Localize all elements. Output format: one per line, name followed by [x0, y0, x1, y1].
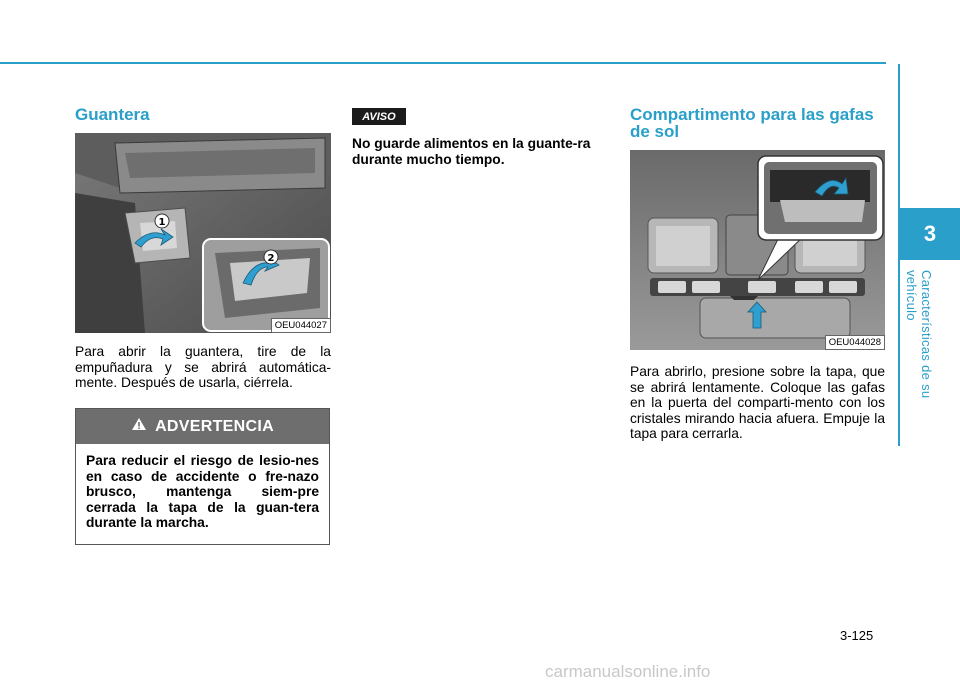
notice-text: No guarde alimentos en la guante-ra durante mucho tiempo. [352, 136, 591, 167]
warning-text: Para reducir el riesgo de lesio-nes en caso de accidente o fre-nazo brusco, mantenga siem-pre cerrada la tapa de la guan-tera durante la marcha. [86, 453, 319, 531]
warning-title: ADVERTENCIA [155, 417, 274, 435]
chapter-tab: 3 [900, 208, 960, 260]
sunglass-heading-line1: Compartimento para las gafas [630, 105, 874, 124]
sunglass-image-code: OEU044028 [825, 335, 885, 350]
svg-text:1: 1 [158, 217, 166, 228]
page-number: 3-125 [840, 628, 874, 643]
warning-header [76, 409, 329, 444]
warning-triangle-icon [131, 417, 147, 436]
sunglass-image [630, 150, 885, 350]
header-rule [0, 62, 886, 64]
sunglass-heading [630, 106, 890, 140]
svg-text:2: 2 [267, 253, 275, 264]
warning-box [75, 408, 330, 545]
sunglass-paragraph: Para abrirlo, presione sobre la tapa, que se abrirá lentamente. Coloque las gafas en la puerta del comparti-mento con los cristales mirando hacia afuera. Empuje la tapa para cerrarla. [630, 364, 885, 442]
sunglass-heading-line2: de sol [630, 122, 680, 141]
glovebox-image [75, 133, 331, 333]
glovebox-image-code: OEU044027 [271, 318, 331, 333]
glovebox-paragraph: Para abrir la guantera, tire de la empuñadura y se abrirá automática-mente. Después de usarla, ciérrela. [75, 344, 331, 391]
watermark: carmanualsonline.info [545, 662, 711, 681]
notice-badge: AVISO [352, 108, 406, 125]
chapter-title: Características de su vehículo [904, 270, 934, 399]
glovebox-heading: Guantera [75, 105, 150, 124]
